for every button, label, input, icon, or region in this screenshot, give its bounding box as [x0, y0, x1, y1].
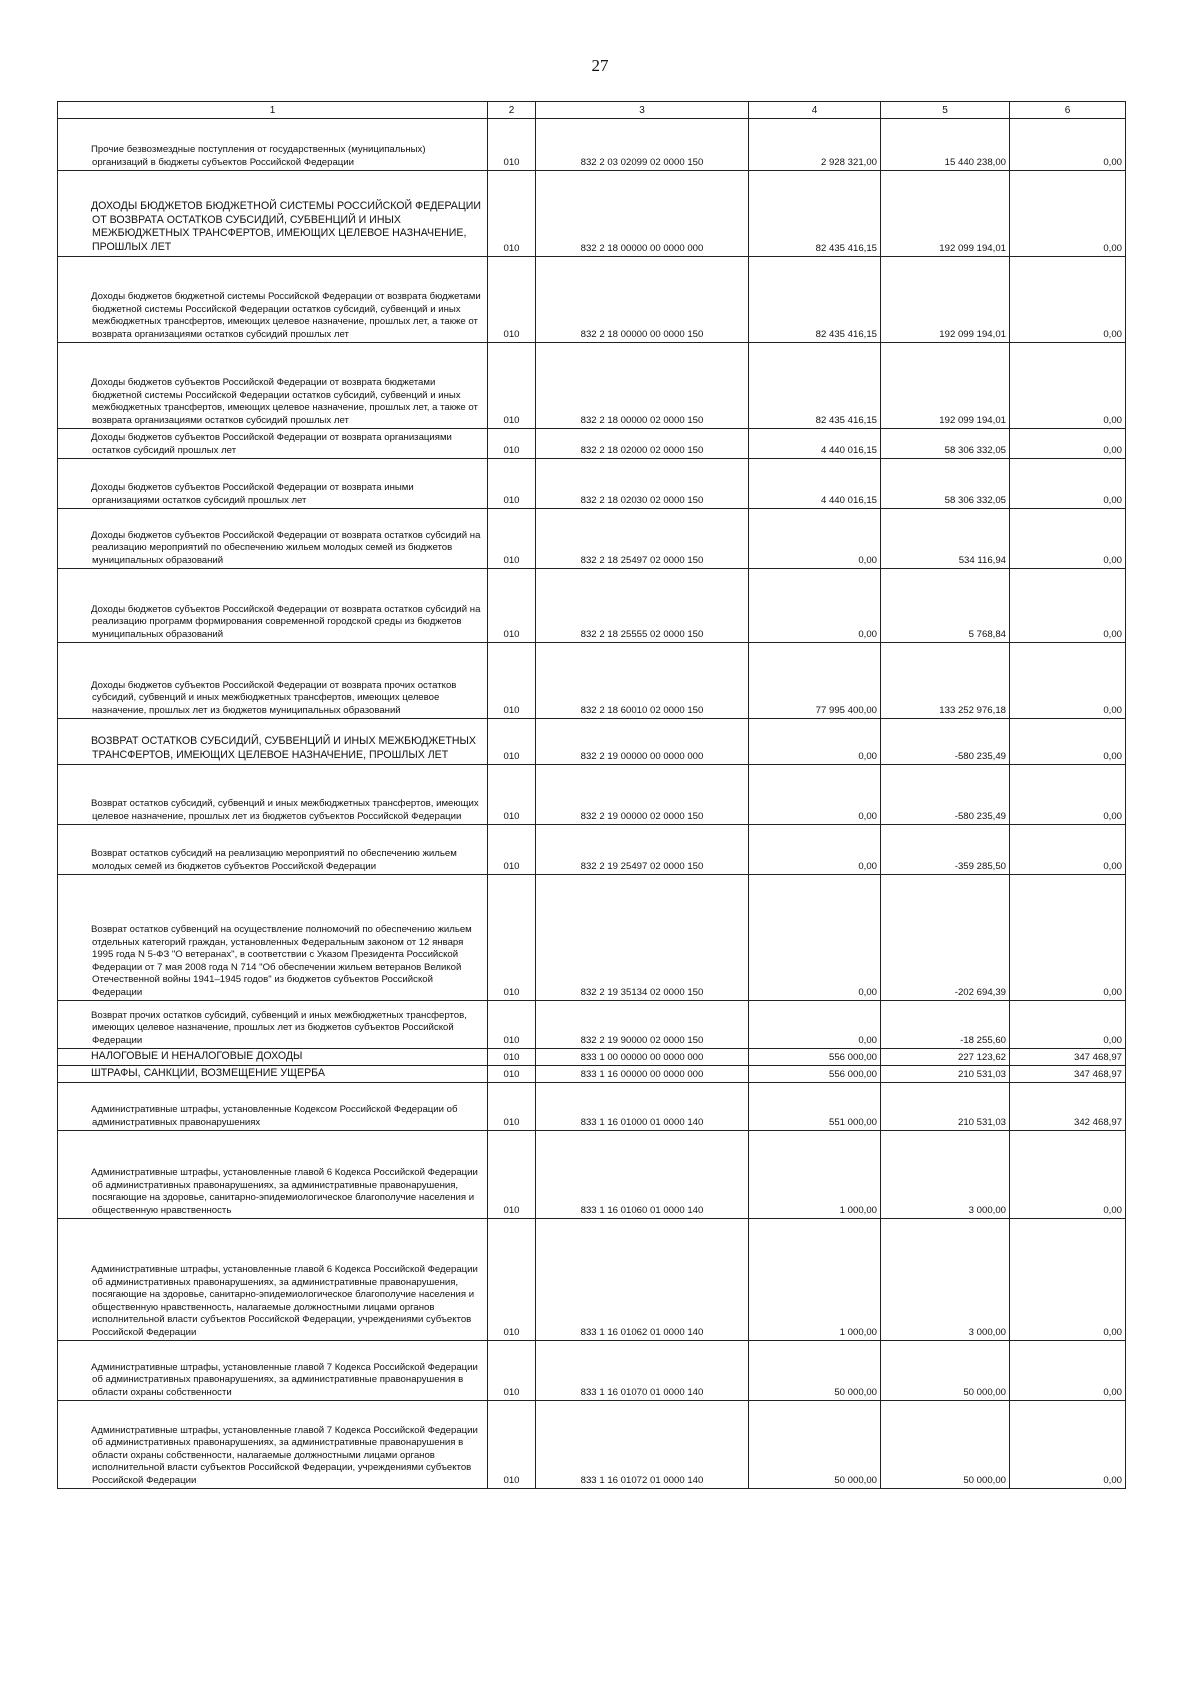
row-budget-classification-code: 832 2 19 00000 00 0000 000	[536, 719, 749, 765]
row-line-code: 010	[488, 569, 536, 643]
table-row	[58, 1083, 1126, 1131]
row-line-code: 010	[488, 257, 536, 343]
table-row	[58, 825, 1126, 875]
row-description: Доходы бюджетов бюджетной системы Российской Федерации от возврата бюджетами бюджетной системы Российской Федерации остатков субсидий, субвенций и иных межбюджетных трансфертов, имеющих целевое назначение, прошлых лет, а также от возврата организациями остатков субсидий прошлых лет	[58, 257, 488, 343]
row-approved-amount: 0,00	[749, 569, 881, 643]
column-header-5: 5	[881, 102, 1010, 119]
row-unexecuted-amount: 0,00	[1010, 119, 1126, 171]
row-executed-amount: -18 255,60	[881, 1001, 1010, 1049]
row-unexecuted-amount: 0,00	[1010, 569, 1126, 643]
row-line-code: 010	[488, 1341, 536, 1401]
row-unexecuted-amount: 0,00	[1010, 459, 1126, 509]
row-executed-amount: 5 768,84	[881, 569, 1010, 643]
table-body	[58, 119, 1126, 1489]
table-row	[58, 643, 1126, 719]
row-executed-amount: 210 531,03	[881, 1066, 1010, 1083]
row-approved-amount: 551 000,00	[749, 1083, 881, 1131]
row-unexecuted-amount: 0,00	[1010, 343, 1126, 429]
row-line-code: 010	[488, 119, 536, 171]
table-row	[58, 1049, 1126, 1066]
row-unexecuted-amount: 0,00	[1010, 1131, 1126, 1219]
row-line-code: 010	[488, 343, 536, 429]
table-row	[58, 1401, 1126, 1489]
row-line-code: 010	[488, 1049, 536, 1066]
row-description: Возврат остатков субсидий на реализацию мероприятий по обеспечению жильем молодых семей из бюджетов субъектов Российской Федерации	[58, 825, 488, 875]
row-executed-amount: 227 123,62	[881, 1049, 1010, 1066]
row-approved-amount: 77 995 400,00	[749, 643, 881, 719]
table-row	[58, 719, 1126, 765]
row-unexecuted-amount: 0,00	[1010, 1001, 1126, 1049]
row-description: Административные штрафы, установленные главой 7 Кодекса Российской Федерации об административных правонарушениях, за административные правонарушения в области охраны собственности, налагаемые должностными лицами органов исполнительной власти субъектов Российской Федерации, учреждениями субъектов Российской Федерации	[58, 1401, 488, 1489]
row-approved-amount: 50 000,00	[749, 1401, 881, 1489]
row-description: Доходы бюджетов субъектов Российской Федерации от возврата остатков субсидий на реализацию мероприятий по обеспечению жильем молодых семей из бюджетов муниципальных образований	[58, 509, 488, 569]
table-row	[58, 875, 1126, 1001]
row-executed-amount: 210 531,03	[881, 1083, 1010, 1131]
row-budget-classification-code: 832 2 19 25497 02 0000 150	[536, 825, 749, 875]
row-line-code: 010	[488, 719, 536, 765]
row-approved-amount: 0,00	[749, 1001, 881, 1049]
row-description: Возврат прочих остатков субсидий, субвенций и иных межбюджетных трансфертов, имеющих целевое назначение, прошлых лет из бюджетов субъектов Российской Федерации	[58, 1001, 488, 1049]
table-row	[58, 1001, 1126, 1049]
row-budget-classification-code: 833 1 16 01070 01 0000 140	[536, 1341, 749, 1401]
row-line-code: 010	[488, 1131, 536, 1219]
row-unexecuted-amount: 347 468,97	[1010, 1066, 1126, 1083]
row-budget-classification-code: 832 2 18 60010 02 0000 150	[536, 643, 749, 719]
row-executed-amount: 50 000,00	[881, 1341, 1010, 1401]
row-approved-amount: 1 000,00	[749, 1219, 881, 1341]
row-description: Доходы бюджетов субъектов Российской Федерации от возврата остатков субсидий на реализацию программ формирования современной городской среды из бюджетов муниципальных образований	[58, 569, 488, 643]
table-row	[58, 257, 1126, 343]
row-approved-amount: 0,00	[749, 509, 881, 569]
row-approved-amount: 556 000,00	[749, 1066, 881, 1083]
row-approved-amount: 50 000,00	[749, 1341, 881, 1401]
column-number-row	[58, 102, 1126, 119]
row-executed-amount: 3 000,00	[881, 1219, 1010, 1341]
row-approved-amount: 82 435 416,15	[749, 171, 881, 257]
row-description: Административные штрафы, установленные Кодексом Российской Федерации об административных правонарушениях	[58, 1083, 488, 1131]
row-unexecuted-amount: 0,00	[1010, 825, 1126, 875]
row-unexecuted-amount: 0,00	[1010, 429, 1126, 459]
row-line-code: 010	[488, 171, 536, 257]
row-executed-amount: -359 285,50	[881, 825, 1010, 875]
row-approved-amount: 556 000,00	[749, 1049, 881, 1066]
row-line-code: 010	[488, 509, 536, 569]
table-row	[58, 459, 1126, 509]
row-budget-classification-code: 832 2 18 02000 02 0000 150	[536, 429, 749, 459]
row-budget-classification-code: 832 2 03 02099 02 0000 150	[536, 119, 749, 171]
row-line-code: 010	[488, 1401, 536, 1489]
row-budget-classification-code: 833 1 16 00000 00 0000 000	[536, 1066, 749, 1083]
row-unexecuted-amount: 0,00	[1010, 257, 1126, 343]
row-description: Административные штрафы, установленные главой 6 Кодекса Российской Федерации об административных правонарушениях, за административные правонарушения, посягающие на здоровье, санитарно-эпидемиологическое благополучие населения и общественную нравственность, налагаемые должностными лицами органов исполнительной власти субъектов Российской Федерации, учреждениями субъектов Российской Федерации	[58, 1219, 488, 1341]
table-row	[58, 1131, 1126, 1219]
row-budget-classification-code: 833 1 16 01060 01 0000 140	[536, 1131, 749, 1219]
row-approved-amount: 0,00	[749, 719, 881, 765]
row-line-code: 010	[488, 765, 536, 825]
row-line-code: 010	[488, 825, 536, 875]
table-row	[58, 429, 1126, 459]
budget-income-table	[57, 101, 1126, 1489]
row-executed-amount: 15 440 238,00	[881, 119, 1010, 171]
row-description: Доходы бюджетов субъектов Российской Федерации от возврата иными организациями остатков субсидий прошлых лет	[58, 459, 488, 509]
table-row	[58, 343, 1126, 429]
table-row	[58, 119, 1126, 171]
row-unexecuted-amount: 342 468,97	[1010, 1083, 1126, 1131]
column-header-2: 2	[488, 102, 536, 119]
row-executed-amount: 50 000,00	[881, 1401, 1010, 1489]
column-header-6: 6	[1010, 102, 1126, 119]
row-description: Доходы бюджетов субъектов Российской Федерации от возврата бюджетами бюджетной системы Российской Федерации остатков субсидий, субвенций и иных межбюджетных трансфертов, имеющих целевое назначение, прошлых лет, а также от возврата организациями остатков субсидий прошлых лет	[58, 343, 488, 429]
row-approved-amount: 4 440 016,15	[749, 459, 881, 509]
row-approved-amount: 4 440 016,15	[749, 429, 881, 459]
row-executed-amount: -580 235,49	[881, 719, 1010, 765]
row-line-code: 010	[488, 459, 536, 509]
row-unexecuted-amount: 0,00	[1010, 1219, 1126, 1341]
row-budget-classification-code: 833 1 00 00000 00 0000 000	[536, 1049, 749, 1066]
row-unexecuted-amount: 0,00	[1010, 765, 1126, 825]
row-unexecuted-amount: 0,00	[1010, 1341, 1126, 1401]
row-executed-amount: 192 099 194,01	[881, 343, 1010, 429]
row-unexecuted-amount: 0,00	[1010, 643, 1126, 719]
row-line-code: 010	[488, 875, 536, 1001]
table-row	[58, 1219, 1126, 1341]
row-unexecuted-amount: 0,00	[1010, 875, 1126, 1001]
row-line-code: 010	[488, 429, 536, 459]
page-number: 27	[591, 56, 609, 75]
column-header-3: 3	[536, 102, 749, 119]
row-budget-classification-code: 832 2 18 00000 00 0000 000	[536, 171, 749, 257]
row-executed-amount: -580 235,49	[881, 765, 1010, 825]
row-line-code: 010	[488, 1083, 536, 1131]
row-approved-amount: 0,00	[749, 825, 881, 875]
row-unexecuted-amount: 0,00	[1010, 171, 1126, 257]
row-unexecuted-amount: 0,00	[1010, 509, 1126, 569]
row-description: Возврат остатков субвенций на осуществление полномочий по обеспечению жильем отдельных категорий граждан, установленных Федеральным законом от 12 января 1995 года N 5-ФЗ "О ветеранах", в соответствии с Указом Президента Российской Федерации от 7 мая 2008 года N 714 "Об обеспечении жильем ветеранов Великой Отечественной войны 1941–1945 годов" из бюджетов субъектов Российской Федерации	[58, 875, 488, 1001]
row-approved-amount: 0,00	[749, 875, 881, 1001]
row-unexecuted-amount: 0,00	[1010, 1401, 1126, 1489]
row-description: Прочие безвозмездные поступления от государственных (муниципальных) организаций в бюджеты субъектов Российской Федерации	[58, 119, 488, 171]
row-budget-classification-code: 832 2 18 25555 02 0000 150	[536, 569, 749, 643]
row-approved-amount: 0,00	[749, 765, 881, 825]
row-executed-amount: 192 099 194,01	[881, 171, 1010, 257]
row-approved-amount: 82 435 416,15	[749, 257, 881, 343]
column-header-1: 1	[58, 102, 488, 119]
row-executed-amount: 534 116,94	[881, 509, 1010, 569]
row-description: Возврат остатков субсидий, субвенций и иных межбюджетных трансфертов, имеющих целевое назначение, прошлых лет из бюджетов субъектов Российской Федерации	[58, 765, 488, 825]
row-budget-classification-code: 832 2 18 00000 00 0000 150	[536, 257, 749, 343]
table-row	[58, 569, 1126, 643]
row-executed-amount: 192 099 194,01	[881, 257, 1010, 343]
row-budget-classification-code: 832 2 18 00000 02 0000 150	[536, 343, 749, 429]
row-budget-classification-code: 832 2 18 25497 02 0000 150	[536, 509, 749, 569]
table-row	[58, 1066, 1126, 1083]
table-row	[58, 765, 1126, 825]
row-line-code: 010	[488, 1066, 536, 1083]
row-description: Административные штрафы, установленные главой 7 Кодекса Российской Федерации об административных правонарушениях, за административные правонарушения в области охраны собственности	[58, 1341, 488, 1401]
table-row	[58, 1341, 1126, 1401]
row-budget-classification-code: 832 2 19 00000 02 0000 150	[536, 765, 749, 825]
row-approved-amount: 2 928 321,00	[749, 119, 881, 171]
row-executed-amount: 58 306 332,05	[881, 429, 1010, 459]
row-unexecuted-amount: 0,00	[1010, 719, 1126, 765]
row-executed-amount: 133 252 976,18	[881, 643, 1010, 719]
row-description: Доходы бюджетов субъектов Российской Федерации от возврата организациями остатков субсидий прошлых лет	[58, 429, 488, 459]
row-approved-amount: 1 000,00	[749, 1131, 881, 1219]
table-row	[58, 509, 1126, 569]
row-line-code: 010	[488, 643, 536, 719]
row-executed-amount: -202 694,39	[881, 875, 1010, 1001]
row-line-code: 010	[488, 1001, 536, 1049]
column-header-4: 4	[749, 102, 881, 119]
row-description: ДОХОДЫ БЮДЖЕТОВ БЮДЖЕТНОЙ СИСТЕМЫ РОССИЙСКОЙ ФЕДЕРАЦИИ ОТ ВОЗВРАТА ОСТАТКОВ СУБСИДИЙ, СУБВЕНЦИЙ И ИНЫХ МЕЖБЮДЖЕТНЫХ ТРАНСФЕРТОВ, ИМЕЮЩИХ ЦЕЛЕВОЕ НАЗНАЧЕНИЕ, ПРОШЛЫХ ЛЕТ	[58, 171, 488, 257]
row-budget-classification-code: 833 1 16 01000 01 0000 140	[536, 1083, 749, 1131]
row-budget-classification-code: 833 1 16 01062 01 0000 140	[536, 1219, 749, 1341]
row-budget-classification-code: 832 2 19 90000 02 0000 150	[536, 1001, 749, 1049]
row-budget-classification-code: 833 1 16 01072 01 0000 140	[536, 1401, 749, 1489]
row-budget-classification-code: 832 2 19 35134 02 0000 150	[536, 875, 749, 1001]
row-description: ШТРАФЫ, САНКЦИИ, ВОЗМЕЩЕНИЕ УЩЕРБА	[58, 1066, 488, 1083]
table-row	[58, 171, 1126, 257]
row-description: НАЛОГОВЫЕ И НЕНАЛОГОВЫЕ ДОХОДЫ	[58, 1049, 488, 1066]
row-description: ВОЗВРАТ ОСТАТКОВ СУБСИДИЙ, СУБВЕНЦИЙ И ИНЫХ МЕЖБЮДЖЕТНЫХ ТРАНСФЕРТОВ, ИМЕЮЩИХ ЦЕЛЕВОЕ НАЗНАЧЕНИЕ, ПРОШЛЫХ ЛЕТ	[58, 719, 488, 765]
row-executed-amount: 58 306 332,05	[881, 459, 1010, 509]
row-unexecuted-amount: 347 468,97	[1010, 1049, 1126, 1066]
row-executed-amount: 3 000,00	[881, 1131, 1010, 1219]
row-description: Доходы бюджетов субъектов Российской Федерации от возврата прочих остатков субсидий, субвенций и иных межбюджетных трансфертов, имеющих целевое назначение, прошлых лет из бюджетов муниципальных образований	[58, 643, 488, 719]
row-description: Административные штрафы, установленные главой 6 Кодекса Российской Федерации об административных правонарушениях, за административные правонарушения, посягающие на здоровье, санитарно-эпидемиологическое благополучие населения и общественную нравственность	[58, 1131, 488, 1219]
row-budget-classification-code: 832 2 18 02030 02 0000 150	[536, 459, 749, 509]
row-line-code: 010	[488, 1219, 536, 1341]
row-approved-amount: 82 435 416,15	[749, 343, 881, 429]
